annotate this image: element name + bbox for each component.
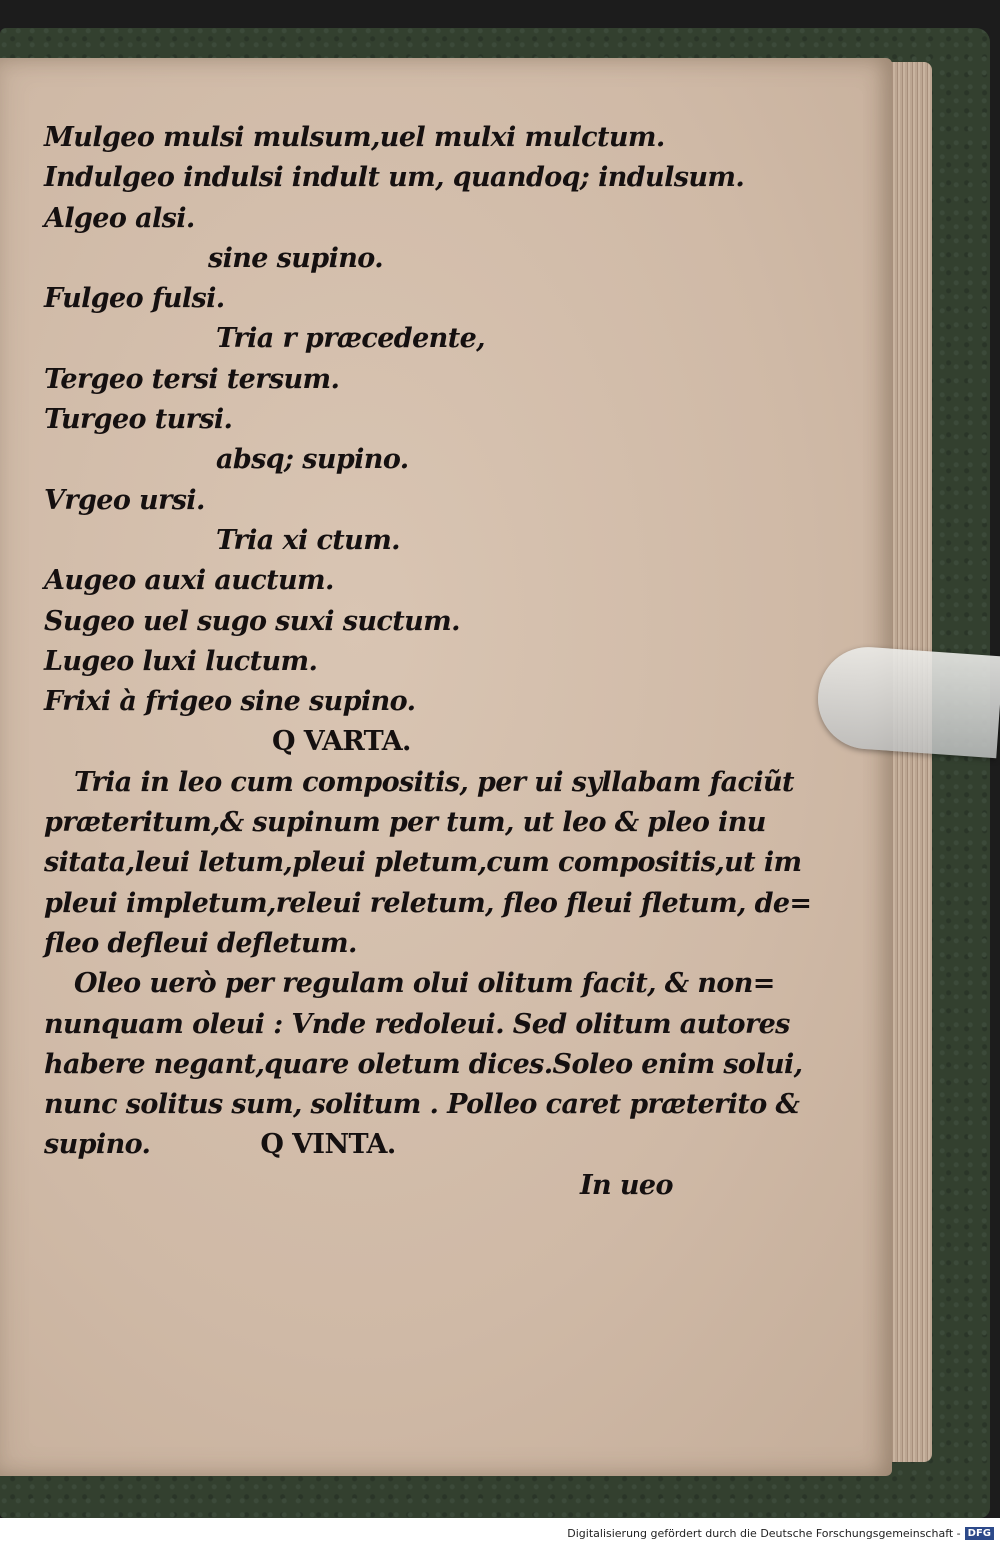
text-line: Vrgeo ursi.: [44, 484, 205, 516]
footer-bar: [0, 1518, 1000, 1549]
text-line: sitata,leui letum,pleui pletum,cum compositis,ut im: [44, 847, 802, 879]
footer-credit: Digitalisierung gefördert durch die Deutsche Forschungsgemeinschaft -: [567, 1527, 961, 1540]
text-line: Tria in leo cum compositis, per ui syllabam faciũt: [74, 766, 794, 798]
catchword: In ueo: [580, 1169, 673, 1201]
text-line: Indulgeo indulsi indult um, quandoq; indulsum.: [44, 162, 745, 194]
text-line: absq; supino.: [216, 444, 409, 476]
text-line: Augeo auxi auctum.: [44, 565, 334, 597]
section-heading: Q VARTA.: [272, 726, 411, 758]
dfg-logo[interactable]: DFG: [965, 1527, 994, 1540]
text-line: Tergeo tersi tersum.: [44, 363, 340, 395]
text-line: Fulgeo fulsi.: [44, 283, 225, 315]
text-line: Sugeo uel sugo suxi suctum.: [44, 605, 460, 637]
text-line: Turgeo tursi.: [44, 404, 233, 436]
text-line: Tria r præcedente,: [216, 323, 485, 355]
text-line: Algeo alsi.: [44, 202, 195, 234]
tail-text: supino.: [44, 1129, 151, 1161]
text-line: Tria xi ctum.: [216, 524, 400, 556]
tail-line: [44, 1125, 684, 1165]
page-clip: [815, 644, 1000, 758]
page-text: [44, 118, 812, 1206]
text-line: Mulgeo mulsi mulsum,uel mulxi mulctum.: [44, 122, 665, 153]
section-heading: Q VINTA.: [260, 1129, 396, 1161]
text-line: fleo defleui defletum.: [44, 927, 357, 959]
text-line: nunc solitus sum, solitum . Polleo caret præterito &: [44, 1089, 800, 1121]
text-line: Frixi à frigeo sine supino.: [44, 686, 416, 718]
text-line: Lugeo luxi luctum.: [44, 645, 318, 677]
text-line: pleui impletum,releui reletum, fleo fleui fletum, de=: [44, 887, 812, 919]
text-line: Oleo uerò per regulam olui olitum facit, & non=: [74, 968, 775, 1000]
text-line: habere negant,quare oletum dices.Soleo enim solui,: [44, 1048, 803, 1080]
text-line: sine supino.: [208, 242, 383, 274]
text-line: nunquam oleui : Vnde redoleui. Sed olitum autores: [44, 1008, 790, 1040]
text-line: præteritum,& supinum per tum, ut leo & pleo inu: [44, 807, 766, 839]
